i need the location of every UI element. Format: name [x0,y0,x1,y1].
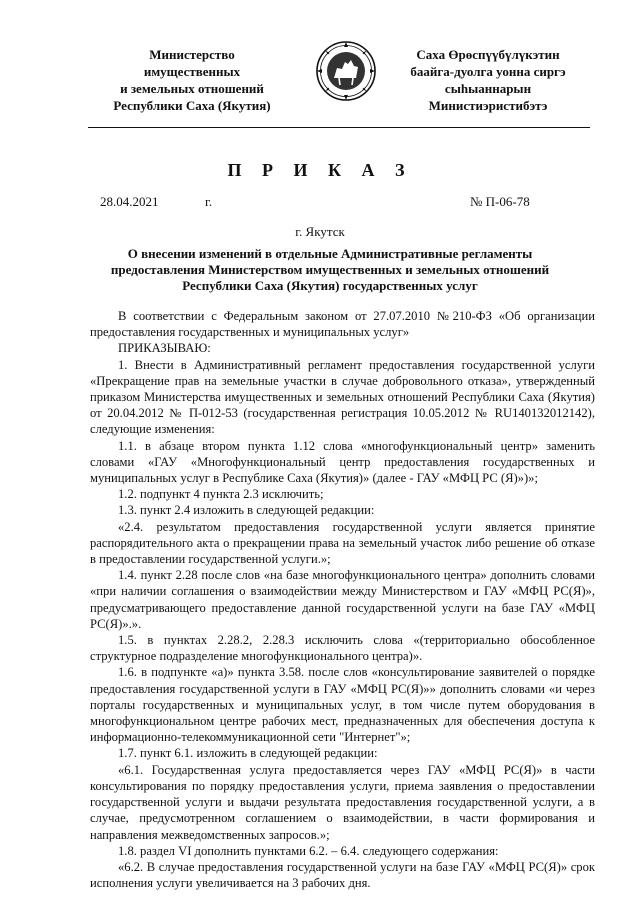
ministry-line: и земельных отношений [120,81,264,96]
ministry-line: баайга-дуолга уонна сиргэ [410,64,566,79]
order-body [90,308,595,891]
subject-line: Республики Саха (Якутия) государственных услуг [182,278,478,293]
document-title: П Р И К А З [227,160,413,180]
ministry-line: имущественных [143,64,241,79]
paragraph: 1.8. раздел VI дополнить пунктами 6.2. – 6.4. следующего содержания: [118,843,499,858]
paragraph: 1.5. в пунктах 2.28.2, 2.28.3 исключить слова «(территориально обособленное структурное подразделение многофункционального центра)». [90,633,595,664]
paragraph: «6.2. В случае предоставления государственной услуги на базе ГАУ «МФЦ РС(Я)» срок исполнения услуги увеличивается на 3 рабочих дня. [90,859,595,891]
order-number: № П-06-78 [470,194,530,209]
paragraph: «6.1. Государственная услуга предоставляется через ГАУ «МФЦ РС(Я)» в части консультирования по порядку предоставления услуги, приема заявления о предоставлении государственной услуги и выдачи результата предоставления государственной услуги, а в случае, предусмотренном соглашением о взаимодействии, в части формирования и направления межведомственных запросов.»; [90,762,595,842]
ministry-name-russian [72,46,312,114]
ministry-name-sakha [378,46,598,114]
paragraph: 1.3. пункт 2.4 изложить в следующей редакции: [118,503,375,518]
subject-line: предоставления Министерством имущественных и земельных отношений [110,262,550,277]
sakha-coat-of-arms-icon [315,40,377,102]
paragraph: «2.4. результатом предоставления государственной услуги является принятие распорядительного акта о прекращении права на земельный участок либо решение об отказе в предоставлении государственной услуги.»; [90,519,595,567]
header-divider [88,127,590,128]
ministry-line: сыһыаннарын [444,81,532,96]
ministry-line: Министерство [149,47,235,62]
paragraph: 1.2. подпункт 4 пункта 2.3 исключить; [118,487,324,502]
ministry-line: Республики Саха (Якутия) [113,98,271,113]
year-suffix: г. [205,194,213,209]
paragraph: В соответствии с Федеральным законом от 27.07.2010 №210-ФЗ «Об организации предоставления государственных и муниципальных услуг» [90,309,595,340]
paragraph: 1.1. в абзаце втором пункта 1.12 слова «многофункциональный центр» заменить словами «ГАУ «Многофункциональный центр предоставления государственных и муниципальных услуг в Республике Саха (Якутия)» (далее - ГАУ «МФЦ РС (Я)»)»; [90,438,595,486]
paragraph: ПРИКАЗЫВАЮ: [118,341,211,356]
paragraph: 1.6. в подпункте «а)» пункта 3.58. после слов «консультирование заявителей о порядке предоставления государственной услуги в ГАУ «МФЦ РС(Я)»» дополнить словами «и через порталы государственных и муниципальных услуг, в том числе путем оборудования в многофункциональном центре рабочих мест, предназначенных для обеспечения доступа к информационно-телекоммуникационной сети "Интернет"»; [90,665,595,745]
paragraph: 1.7. пункт 6.1. изложить в следующей редакции: [118,746,378,761]
order-date: 28.04.2021 [100,194,159,209]
subject-line: О внесении изменений в отдельные Административные регламенты [127,246,533,261]
ministry-line: Саха Өрөспүүбүлүкэтин [416,47,560,62]
paragraph: 1.4. пункт 2.28 после слов «на базе многофункционального центра» дополнить словами «при наличии соглашения о взаимодействии между Министерством и ГАУ «МФЦ РС(Я)», предусматривающего предоставление данной государственной услуги на базе ГАУ «МФЦ РС(Я)».». [90,568,595,631]
paragraph: 1. Внести в Административный регламент предоставления государственной услуги «Прекращение прав на земельные участки в случае добровольного отказа», утвержденный приказом Министерства имущественных и земельных отношений Республики Саха (Якутия) от 20.04.2012 № П-012-53 (государственная регистрация 10.05.2012 № RU140132012142), следующие изменения: [90,357,595,437]
order-city: г. Якутск [295,224,345,239]
ministry-line: Министиэристибэтэ [428,98,548,113]
order-subject [110,246,550,294]
